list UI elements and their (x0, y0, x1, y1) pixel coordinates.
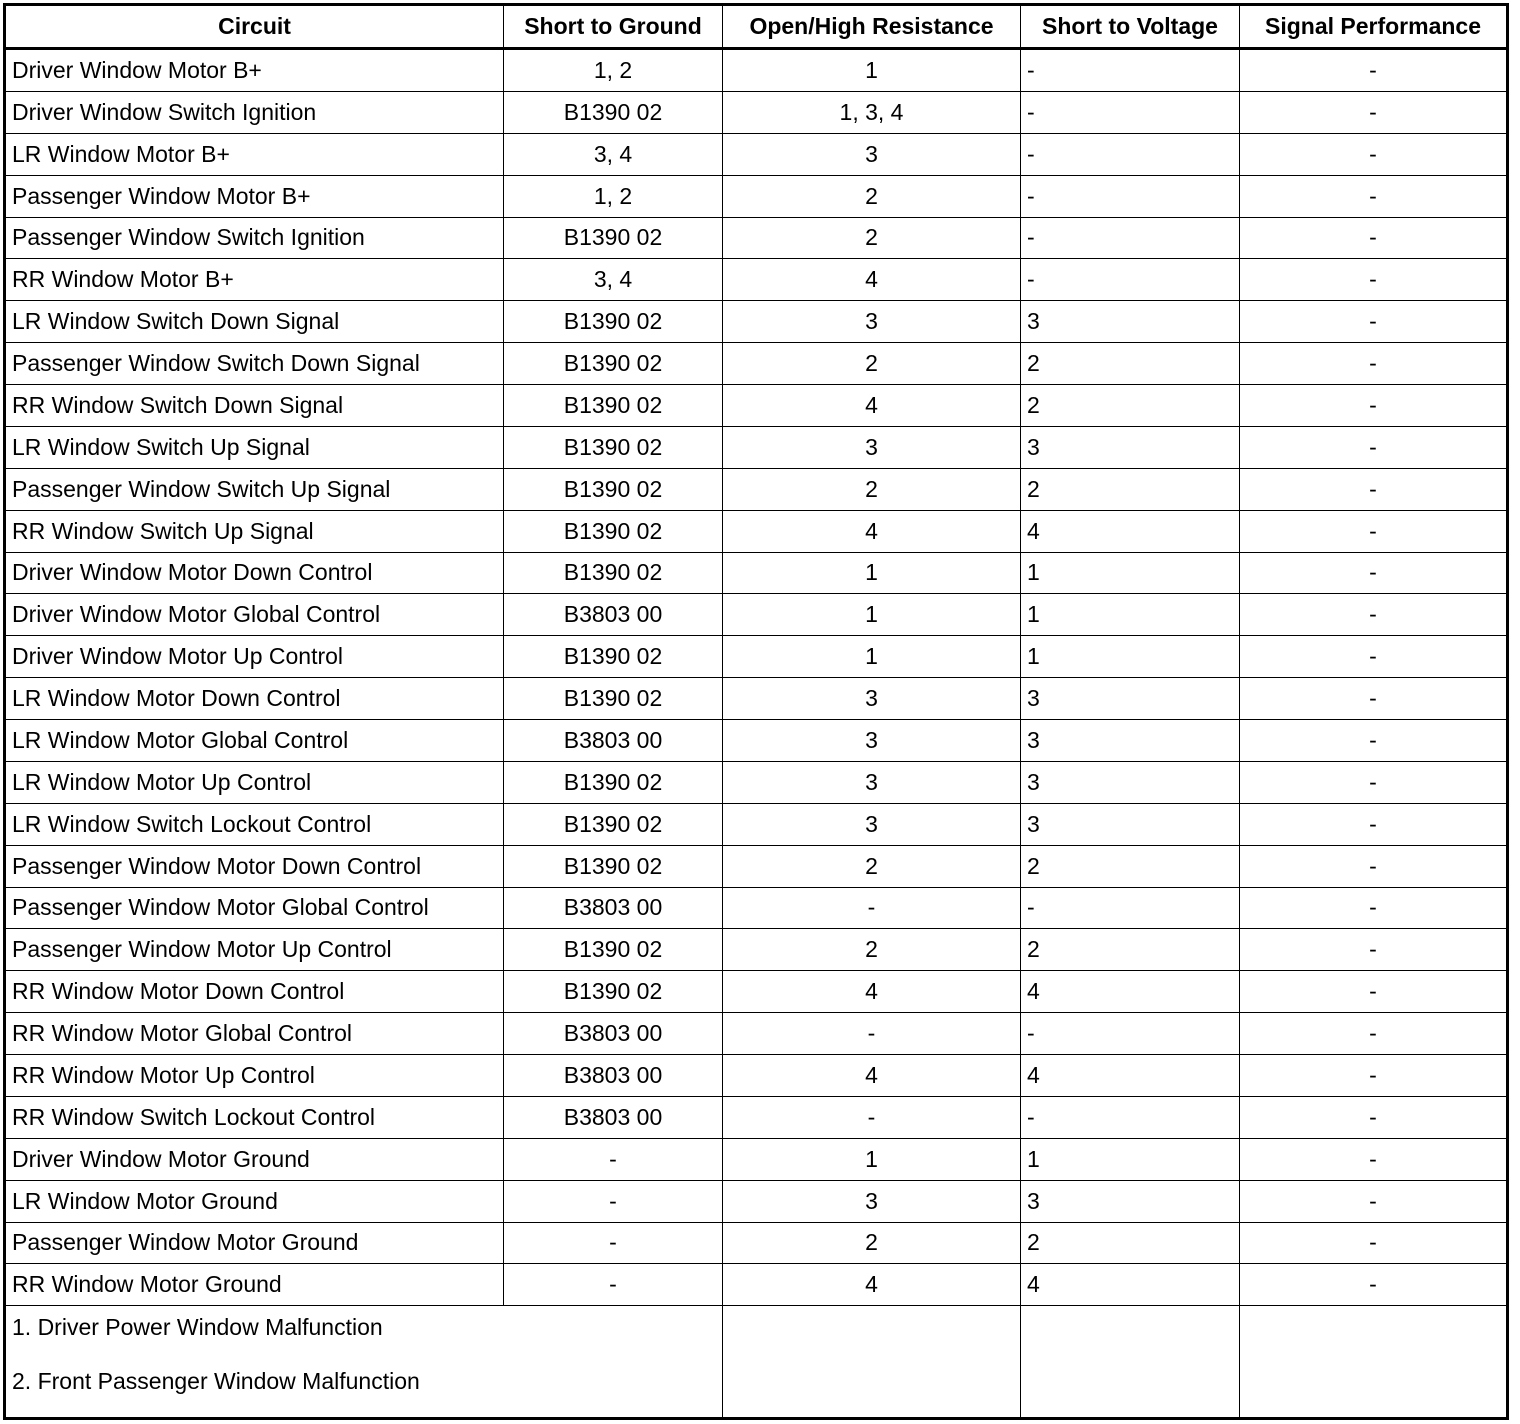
header-circuit: Circuit (6, 6, 504, 49)
short-to-voltage-cell: 2 (1021, 343, 1240, 385)
short-to-ground-cell: B3803 00 (504, 1055, 723, 1097)
short-to-ground-cell: B1390 02 (504, 385, 723, 427)
table-row (6, 91, 1507, 133)
open-high-resistance-cell: - (723, 1096, 1021, 1138)
note-line: 2. Front Passenger Window Malfunction (12, 1368, 420, 1395)
short-to-voltage-cell: 2 (1021, 929, 1240, 971)
circuit-cell: LR Window Motor Down Control (6, 678, 504, 720)
table-row (6, 678, 1507, 720)
table-row (6, 1013, 1507, 1055)
short-to-voltage-cell: - (1021, 259, 1240, 301)
short-to-ground-cell: B1390 02 (504, 552, 723, 594)
short-to-ground-cell: B1390 02 (504, 91, 723, 133)
header-row (6, 6, 1507, 49)
short-to-ground-cell: B1390 02 (504, 343, 723, 385)
circuit-cell: RR Window Switch Up Signal (6, 510, 504, 552)
signal-performance-cell: - (1240, 1222, 1507, 1264)
circuit-cell: Passenger Window Motor Ground (6, 1222, 504, 1264)
notes-empty-cell (1240, 1306, 1507, 1418)
signal-performance-cell: - (1240, 678, 1507, 720)
table-row (6, 510, 1507, 552)
open-high-resistance-cell: 1 (723, 1138, 1021, 1180)
open-high-resistance-cell: 2 (723, 468, 1021, 510)
open-high-resistance-cell: 2 (723, 929, 1021, 971)
short-to-voltage-cell: 1 (1021, 552, 1240, 594)
signal-performance-cell: - (1240, 594, 1507, 636)
open-high-resistance-cell: 1 (723, 552, 1021, 594)
signal-performance-cell: - (1240, 1138, 1507, 1180)
table-row (6, 468, 1507, 510)
short-to-voltage-cell: 4 (1021, 510, 1240, 552)
short-to-ground-cell: 3, 4 (504, 259, 723, 301)
short-to-ground-cell: B1390 02 (504, 636, 723, 678)
open-high-resistance-cell: 4 (723, 1264, 1021, 1306)
short-to-ground-cell: B3803 00 (504, 720, 723, 762)
short-to-voltage-cell: - (1021, 217, 1240, 259)
short-to-voltage-cell: 4 (1021, 971, 1240, 1013)
short-to-ground-cell: B1390 02 (504, 761, 723, 803)
signal-performance-cell: - (1240, 301, 1507, 343)
table-body (6, 49, 1507, 1418)
circuit-cell: Driver Window Switch Ignition (6, 91, 504, 133)
circuit-cell: LR Window Motor Global Control (6, 720, 504, 762)
signal-performance-cell: - (1240, 1180, 1507, 1222)
circuit-cell: RR Window Switch Lockout Control (6, 1096, 504, 1138)
open-high-resistance-cell: 4 (723, 259, 1021, 301)
circuit-cell: LR Window Switch Up Signal (6, 426, 504, 468)
short-to-voltage-cell: 3 (1021, 803, 1240, 845)
open-high-resistance-cell: 2 (723, 343, 1021, 385)
open-high-resistance-cell: 1 (723, 636, 1021, 678)
circuit-cell: RR Window Motor Down Control (6, 971, 504, 1013)
signal-performance-cell: - (1240, 761, 1507, 803)
signal-performance-cell: - (1240, 343, 1507, 385)
short-to-ground-cell: 1, 2 (504, 49, 723, 92)
signal-performance-cell: - (1240, 887, 1507, 929)
signal-performance-cell: - (1240, 510, 1507, 552)
circuit-cell: LR Window Motor Ground (6, 1180, 504, 1222)
open-high-resistance-cell: 4 (723, 385, 1021, 427)
circuit-cell: Passenger Window Motor Global Control (6, 887, 504, 929)
signal-performance-cell: - (1240, 636, 1507, 678)
table-row (6, 803, 1507, 845)
short-to-ground-cell: B1390 02 (504, 510, 723, 552)
signal-performance-cell: - (1240, 803, 1507, 845)
circuit-cell: RR Window Motor B+ (6, 259, 504, 301)
short-to-voltage-cell: - (1021, 1096, 1240, 1138)
circuit-cell: Driver Window Motor Down Control (6, 552, 504, 594)
short-to-ground-cell: B3803 00 (504, 1013, 723, 1055)
short-to-voltage-cell: - (1021, 133, 1240, 175)
header-short-to-voltage: Short to Voltage (1021, 6, 1240, 49)
short-to-ground-cell: - (504, 1222, 723, 1264)
open-high-resistance-cell: 3 (723, 720, 1021, 762)
table-row (6, 929, 1507, 971)
circuit-cell: RR Window Motor Ground (6, 1264, 504, 1306)
circuit-cell: LR Window Switch Down Signal (6, 301, 504, 343)
short-to-voltage-cell: 3 (1021, 761, 1240, 803)
header-open-high-resistance: Open/High Resistance (723, 6, 1021, 49)
table-row (6, 887, 1507, 929)
signal-performance-cell: - (1240, 845, 1507, 887)
notes-empty-cell (1021, 1306, 1240, 1418)
short-to-ground-cell: B1390 02 (504, 845, 723, 887)
short-to-ground-cell: B1390 02 (504, 971, 723, 1013)
signal-performance-cell: - (1240, 426, 1507, 468)
table-row (6, 301, 1507, 343)
signal-performance-cell: - (1240, 552, 1507, 594)
short-to-voltage-cell: - (1021, 887, 1240, 929)
open-high-resistance-cell: 3 (723, 426, 1021, 468)
circuit-cell: Passenger Window Switch Up Signal (6, 468, 504, 510)
short-to-voltage-cell: 2 (1021, 468, 1240, 510)
table-row (6, 1222, 1507, 1264)
table-row (6, 426, 1507, 468)
signal-performance-cell: - (1240, 971, 1507, 1013)
signal-performance-cell: - (1240, 385, 1507, 427)
open-high-resistance-cell: 1 (723, 594, 1021, 636)
table-row (6, 552, 1507, 594)
circuit-cell: Passenger Window Motor B+ (6, 175, 504, 217)
table-row (6, 971, 1507, 1013)
note-line: 1. Driver Power Window Malfunction (12, 1314, 383, 1341)
table-row (6, 1180, 1507, 1222)
short-to-voltage-cell: 2 (1021, 845, 1240, 887)
table-row (6, 133, 1507, 175)
signal-performance-cell: - (1240, 259, 1507, 301)
signal-performance-cell: - (1240, 1013, 1507, 1055)
circuit-cell: LR Window Motor B+ (6, 133, 504, 175)
open-high-resistance-cell: 3 (723, 803, 1021, 845)
short-to-ground-cell: B1390 02 (504, 929, 723, 971)
table-row (6, 1096, 1507, 1138)
open-high-resistance-cell: 4 (723, 971, 1021, 1013)
circuit-cell: Passenger Window Motor Down Control (6, 845, 504, 887)
short-to-voltage-cell: 1 (1021, 1138, 1240, 1180)
signal-performance-cell: - (1240, 91, 1507, 133)
table-row (6, 720, 1507, 762)
short-to-ground-cell: 1, 2 (504, 175, 723, 217)
table-row (6, 845, 1507, 887)
table-row (6, 761, 1507, 803)
short-to-ground-cell: B1390 02 (504, 803, 723, 845)
table-row (6, 1138, 1507, 1180)
circuit-diagnostic-table (5, 5, 1507, 1418)
circuit-cell: Passenger Window Switch Down Signal (6, 343, 504, 385)
short-to-ground-cell: - (504, 1264, 723, 1306)
circuit-cell: RR Window Switch Down Signal (6, 385, 504, 427)
open-high-resistance-cell: 3 (723, 301, 1021, 343)
short-to-voltage-cell: - (1021, 1013, 1240, 1055)
notes-empty-cell (723, 1306, 1021, 1418)
table-row (6, 1264, 1507, 1306)
short-to-ground-cell: - (504, 1180, 723, 1222)
open-high-resistance-cell: 1 (723, 49, 1021, 92)
short-to-voltage-cell: 3 (1021, 1180, 1240, 1222)
short-to-ground-cell: B3803 00 (504, 887, 723, 929)
circuit-cell: RR Window Motor Global Control (6, 1013, 504, 1055)
short-to-voltage-cell: 2 (1021, 385, 1240, 427)
circuit-cell: LR Window Motor Up Control (6, 761, 504, 803)
signal-performance-cell: - (1240, 1055, 1507, 1097)
signal-performance-cell: - (1240, 720, 1507, 762)
short-to-voltage-cell: 1 (1021, 594, 1240, 636)
table-row (6, 175, 1507, 217)
short-to-ground-cell: B1390 02 (504, 678, 723, 720)
table-row (6, 217, 1507, 259)
signal-performance-cell: - (1240, 1096, 1507, 1138)
short-to-voltage-cell: - (1021, 91, 1240, 133)
short-to-voltage-cell: 3 (1021, 720, 1240, 762)
header-signal-performance: Signal Performance (1240, 6, 1507, 49)
signal-performance-cell: - (1240, 133, 1507, 175)
signal-performance-cell: - (1240, 175, 1507, 217)
signal-performance-cell: - (1240, 49, 1507, 92)
short-to-voltage-cell: - (1021, 49, 1240, 92)
open-high-resistance-cell: 1, 3, 4 (723, 91, 1021, 133)
short-to-ground-cell: B1390 02 (504, 468, 723, 510)
signal-performance-cell: - (1240, 1264, 1507, 1306)
open-high-resistance-cell: 3 (723, 761, 1021, 803)
circuit-cell: RR Window Motor Up Control (6, 1055, 504, 1097)
short-to-voltage-cell: 4 (1021, 1264, 1240, 1306)
circuit-cell: Driver Window Motor B+ (6, 49, 504, 92)
short-to-ground-cell: 3, 4 (504, 133, 723, 175)
open-high-resistance-cell: 3 (723, 678, 1021, 720)
notes-cell (6, 1306, 723, 1418)
open-high-resistance-cell: - (723, 1013, 1021, 1055)
open-high-resistance-cell: 4 (723, 1055, 1021, 1097)
table-row (6, 594, 1507, 636)
notes-row (6, 1306, 1507, 1418)
short-to-ground-cell: B1390 02 (504, 217, 723, 259)
short-to-voltage-cell: 4 (1021, 1055, 1240, 1097)
circuit-cell: Driver Window Motor Up Control (6, 636, 504, 678)
short-to-voltage-cell: 1 (1021, 636, 1240, 678)
short-to-voltage-cell: 3 (1021, 301, 1240, 343)
open-high-resistance-cell: 2 (723, 175, 1021, 217)
open-high-resistance-cell: - (723, 887, 1021, 929)
signal-performance-cell: - (1240, 929, 1507, 971)
table-row (6, 636, 1507, 678)
short-to-ground-cell: B1390 02 (504, 426, 723, 468)
open-high-resistance-cell: 3 (723, 1180, 1021, 1222)
header-short-to-ground: Short to Ground (504, 6, 723, 49)
short-to-voltage-cell: 2 (1021, 1222, 1240, 1264)
short-to-ground-cell: B3803 00 (504, 1096, 723, 1138)
short-to-ground-cell: B3803 00 (504, 594, 723, 636)
short-to-voltage-cell: 3 (1021, 426, 1240, 468)
open-high-resistance-cell: 4 (723, 510, 1021, 552)
short-to-voltage-cell: 3 (1021, 678, 1240, 720)
table-row (6, 1055, 1507, 1097)
table-row (6, 385, 1507, 427)
signal-performance-cell: - (1240, 468, 1507, 510)
circuit-cell: Driver Window Motor Global Control (6, 594, 504, 636)
open-high-resistance-cell: 2 (723, 217, 1021, 259)
signal-performance-cell: - (1240, 217, 1507, 259)
table-row (6, 259, 1507, 301)
short-to-ground-cell: B1390 02 (504, 301, 723, 343)
short-to-voltage-cell: - (1021, 175, 1240, 217)
circuit-cell: LR Window Switch Lockout Control (6, 803, 504, 845)
table-row (6, 343, 1507, 385)
open-high-resistance-cell: 3 (723, 133, 1021, 175)
open-high-resistance-cell: 2 (723, 845, 1021, 887)
circuit-cell: Passenger Window Switch Ignition (6, 217, 504, 259)
open-high-resistance-cell: 2 (723, 1222, 1021, 1264)
circuit-cell: Passenger Window Motor Up Control (6, 929, 504, 971)
table-row (6, 49, 1507, 92)
short-to-ground-cell: - (504, 1138, 723, 1180)
circuit-cell: Driver Window Motor Ground (6, 1138, 504, 1180)
